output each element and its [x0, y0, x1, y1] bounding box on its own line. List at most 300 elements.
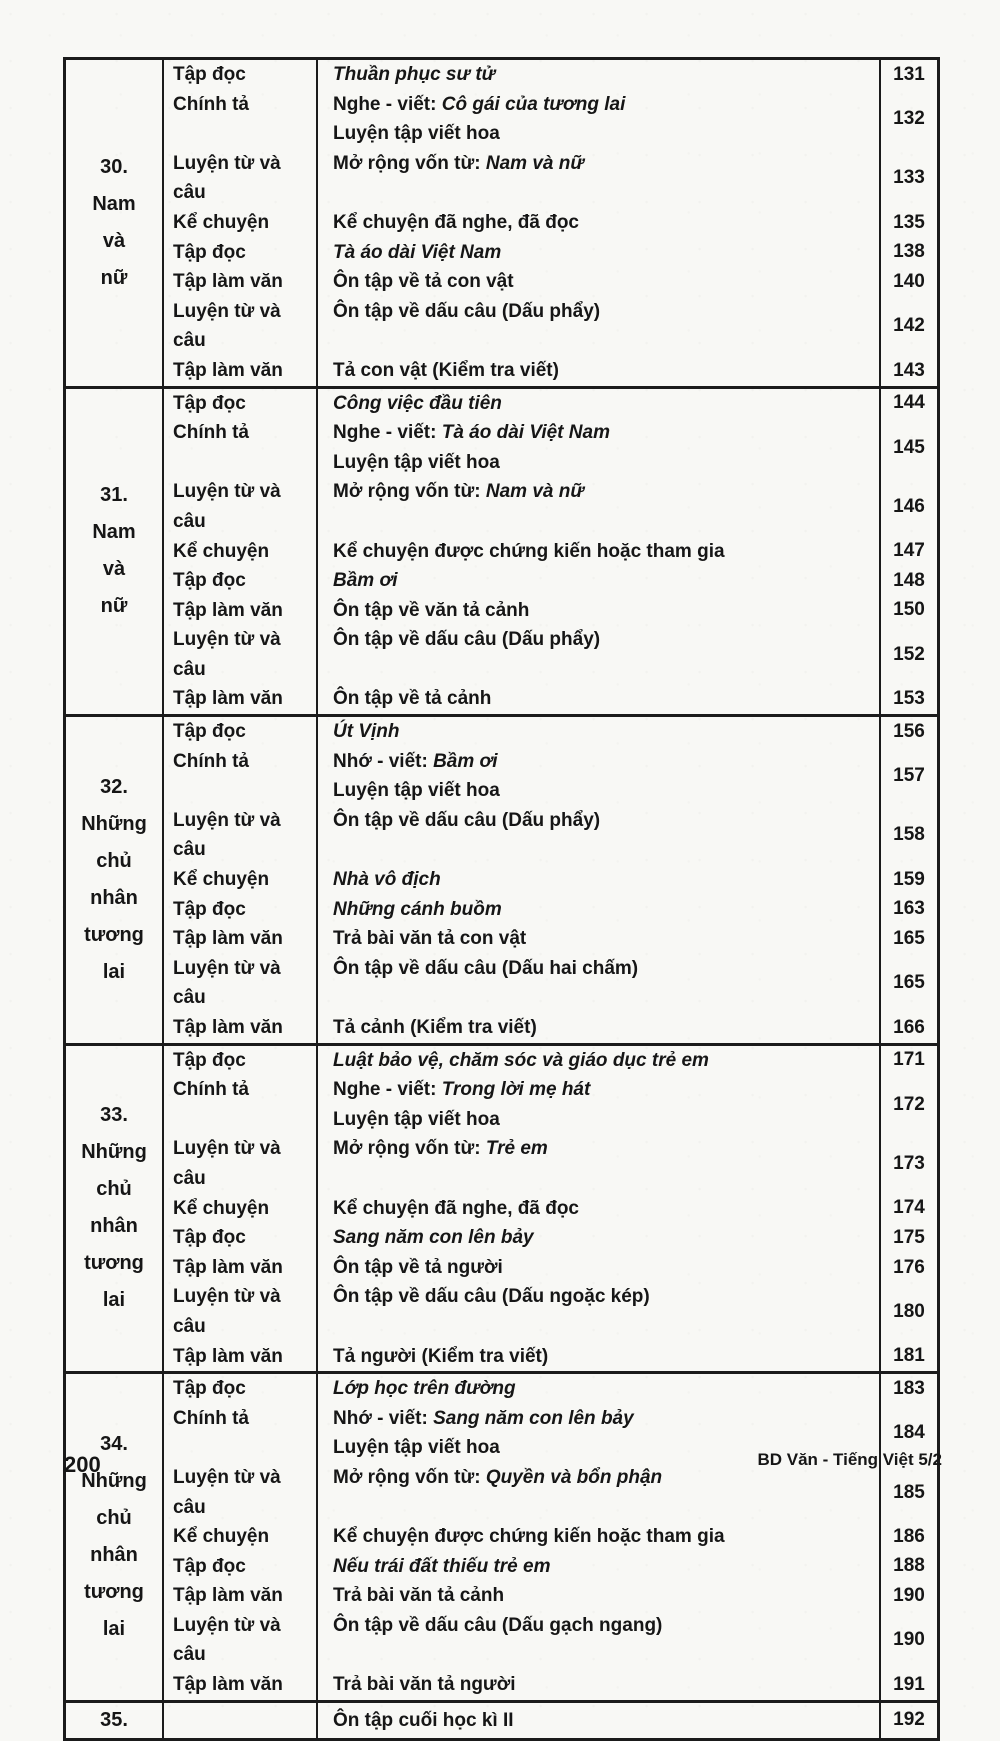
- lesson-title: [316, 1075, 879, 1134]
- week-label-line: nữ: [100, 595, 128, 618]
- lesson-title-segment: Luật bảo vệ, chăm sóc và giáo dục trẻ em: [333, 1049, 709, 1071]
- lesson-title-line: [333, 566, 879, 596]
- week-block: [66, 1703, 937, 1738]
- week-block: [66, 717, 937, 1046]
- lesson-row: [164, 1611, 937, 1670]
- week-label-line: nhân: [90, 886, 138, 909]
- lesson-title-segment: Nghe - viết:: [333, 1079, 442, 1101]
- lesson-row: [164, 1522, 937, 1552]
- lesson-row: [164, 596, 937, 626]
- week-label: [66, 1046, 164, 1372]
- lesson-row: [164, 1223, 937, 1253]
- lesson-title-line: [333, 119, 879, 149]
- week-label: [66, 60, 164, 386]
- lesson-title-line: [333, 208, 879, 238]
- lesson-title-segment: Tả người (Kiểm tra viết): [333, 1345, 549, 1367]
- page-number: 148: [879, 566, 937, 596]
- lesson-title-line: [333, 60, 879, 90]
- lesson-title: [316, 924, 879, 954]
- lesson-title: [316, 865, 879, 895]
- lesson-title-segment: Nghe - viết:: [333, 422, 442, 444]
- lesson-type: Chính tả: [173, 422, 249, 444]
- week-label: [66, 1374, 164, 1700]
- lesson-type: Tập làm văn: [173, 928, 283, 950]
- page-number: 142: [879, 297, 937, 356]
- week-label-line: nhân: [90, 1215, 138, 1238]
- lesson-title-segment: Luyện tập viết hoa: [333, 451, 500, 473]
- page-number: 150: [879, 596, 937, 626]
- lesson-title-line: [333, 1404, 879, 1434]
- lesson-title: [316, 1670, 879, 1700]
- week-rows: [164, 60, 937, 386]
- page-number: 144: [879, 389, 937, 419]
- lesson-title-line: [333, 267, 879, 297]
- lesson-type: Tập làm văn: [173, 1674, 283, 1696]
- week-label-line: tương: [84, 923, 144, 946]
- week-label-line: nhân: [90, 1543, 138, 1566]
- lesson-title-segment: Nhớ - viết:: [333, 1407, 434, 1429]
- lesson-row: [164, 1282, 937, 1341]
- lesson-title-segment: Ôn tập về tả cảnh: [333, 688, 492, 710]
- lesson-title-segment: Nhớ - viết:: [333, 750, 434, 772]
- week-label: [66, 389, 164, 715]
- lesson-title-line: [333, 1194, 879, 1224]
- lesson-type: Tập làm văn: [173, 1585, 283, 1607]
- week-rows: [164, 389, 937, 715]
- contents-table: [63, 57, 940, 1741]
- lesson-title: [316, 297, 879, 356]
- lesson-type: Luyện từ và câu: [173, 1286, 281, 1337]
- lesson-title-segment: Ôn tập về dấu câu (Dấu phẩy): [333, 629, 601, 651]
- lesson-row: [164, 1581, 937, 1611]
- lesson-title-line: [333, 747, 879, 777]
- lesson-title-segment: Nam và nữ: [485, 152, 584, 174]
- lesson-title: [316, 208, 879, 238]
- lesson-title-segment: Những cánh buồm: [333, 898, 502, 920]
- lesson-type: Luyện từ và câu: [173, 809, 281, 861]
- lesson-title-segment: Ôn tập cuối học kì II: [333, 1709, 514, 1731]
- lesson-title-line: [333, 924, 879, 954]
- lesson-title-segment: Kể chuyện được chứng kiến hoặc tham gia: [333, 1526, 725, 1548]
- lesson-title: [316, 566, 879, 596]
- lesson-row: [164, 895, 937, 925]
- page-number: 135: [879, 208, 937, 238]
- lesson-title: [316, 954, 879, 1013]
- lesson-title-segment: Sang năm con lên bảy: [333, 1227, 534, 1249]
- lesson-title-segment: Thuần phục sư tử: [333, 64, 496, 85]
- lesson-type: Chính tả: [173, 93, 249, 115]
- lesson-title-line: [333, 1105, 879, 1135]
- lesson-title-line: [333, 625, 879, 655]
- lesson-row: [164, 297, 937, 356]
- lesson-title-line: [333, 1075, 879, 1105]
- lesson-title: [316, 418, 879, 477]
- lesson-row: [164, 1670, 937, 1700]
- lesson-title-segment: Kể chuyện được chứng kiến hoặc tham gia: [333, 540, 725, 562]
- lesson-title-line: [333, 1282, 879, 1312]
- page-number: 183: [879, 1374, 937, 1404]
- lesson-title-line: [333, 448, 879, 478]
- lesson-title: [316, 149, 879, 208]
- lesson-title-segment: Luyện tập viết hoa: [333, 1108, 500, 1130]
- lesson-row: [164, 865, 937, 895]
- lesson-title-line: [333, 90, 879, 120]
- lesson-row: [164, 625, 937, 684]
- lesson-title-line: [333, 1253, 879, 1283]
- lesson-row: [164, 684, 937, 714]
- lesson-title: [316, 1046, 879, 1076]
- lesson-title: [316, 60, 879, 90]
- lesson-type: Luyện từ và câu: [173, 300, 281, 352]
- page-number: 192: [879, 1703, 937, 1738]
- week-label-line: tương: [84, 1252, 144, 1275]
- lesson-title-segment: Kể chuyện đã nghe, đã đọc: [333, 1197, 579, 1219]
- lesson-title-segment: Luyện tập viết hoa: [333, 123, 500, 145]
- lesson-type: Tập đọc: [173, 1555, 246, 1577]
- lesson-row: [164, 1463, 937, 1522]
- lesson-row: [164, 1046, 937, 1076]
- page-number: 156: [879, 717, 937, 747]
- lesson-type: [164, 1703, 316, 1738]
- lesson-type: Tập đọc: [173, 721, 246, 743]
- lesson-title: [316, 1194, 879, 1224]
- page-number: 185: [879, 1463, 937, 1522]
- lesson-title-line: [333, 418, 879, 448]
- lesson-title-segment: Nhà vô địch: [333, 869, 441, 891]
- lesson-title: [316, 717, 879, 747]
- week-label-line: chủ: [96, 1178, 132, 1201]
- lesson-title-segment: Trả bài văn tả cảnh: [333, 1585, 505, 1607]
- lesson-title: [316, 1253, 879, 1283]
- lesson-title-segment: Ôn tập về dấu câu (Dấu hai chấm): [333, 957, 639, 979]
- lesson-title-segment: Ôn tập về văn tả cảnh: [333, 599, 530, 621]
- lesson-title: [316, 90, 879, 149]
- lesson-type: Tập làm văn: [173, 1256, 283, 1278]
- lesson-type: Tập đọc: [173, 570, 246, 592]
- lesson-type: Luyện từ và câu: [173, 629, 281, 680]
- week-label-line: 35.: [100, 1708, 128, 1731]
- week-label-line: lai: [102, 960, 126, 983]
- lesson-type: Luyện từ và câu: [173, 1614, 281, 1666]
- week-label-line: Những: [81, 812, 147, 835]
- lesson-row: [164, 954, 937, 1013]
- lesson-title-segment: Lớp học trên đường: [333, 1378, 516, 1400]
- lesson-row: [164, 356, 937, 386]
- lesson-title: [316, 1581, 879, 1611]
- lesson-type: Tập làm văn: [173, 1345, 283, 1367]
- week-label-line: chủ: [96, 849, 132, 872]
- page-number: 153: [879, 684, 937, 714]
- lesson-title-segment: Luyện tập viết hoa: [333, 780, 500, 802]
- lesson-row: [164, 537, 937, 567]
- page-number: 132: [879, 90, 937, 149]
- lesson-title-line: [333, 1223, 879, 1253]
- week-rows: [164, 1703, 937, 1738]
- lesson-row: [164, 1342, 937, 1372]
- lesson-row: [164, 389, 937, 419]
- lesson-title-segment: Mở rộng vốn từ:: [333, 152, 486, 174]
- week-rows: [164, 1374, 937, 1700]
- lesson-row: [164, 747, 937, 806]
- lesson-title-segment: Nghe - viết:: [333, 93, 442, 115]
- week-label-line: lai: [102, 1289, 126, 1312]
- lesson-row: [164, 90, 937, 149]
- page-number: 159: [879, 865, 937, 895]
- week-label-line: 30.: [100, 155, 128, 178]
- lesson-title-line: [333, 537, 879, 567]
- lesson-title-line: [333, 238, 879, 268]
- lesson-row: [164, 566, 937, 596]
- lesson-type: Chính tả: [173, 1079, 249, 1101]
- lesson-title-segment: Sang năm con lên bảy: [433, 1407, 634, 1429]
- lesson-row: [164, 1703, 937, 1738]
- lesson-row: [164, 267, 937, 297]
- lesson-row: [164, 1374, 937, 1404]
- page-number: 186: [879, 1522, 937, 1552]
- lesson-title: [316, 267, 879, 297]
- lesson-title-line: [333, 1670, 879, 1700]
- lesson-title-line: [333, 806, 879, 836]
- page-number: 145: [879, 418, 937, 477]
- page-number: 131: [879, 60, 937, 90]
- lesson-title: [316, 1374, 879, 1404]
- lesson-title-line: [333, 389, 879, 419]
- lesson-type: Kể chuyện: [173, 211, 270, 233]
- week-label-line: chủ: [96, 1506, 132, 1529]
- page-number: 181: [879, 1342, 937, 1372]
- lesson-type: Tập làm văn: [173, 359, 283, 381]
- lesson-title-segment: Công việc đầu tiên: [333, 392, 502, 414]
- page-number: 157: [879, 747, 937, 806]
- lesson-title-segment: Kể chuyện đã nghe, đã đọc: [333, 211, 579, 233]
- lesson-title-line: [333, 1342, 879, 1372]
- page-number: 190: [879, 1611, 937, 1670]
- lesson-title: [316, 747, 879, 806]
- lesson-title-line: [333, 1552, 879, 1582]
- lesson-title-segment: Trả bài văn tả người: [333, 1674, 516, 1696]
- lesson-title-line: [333, 717, 879, 747]
- lesson-title-segment: Ôn tập về tả người: [333, 1256, 503, 1278]
- lesson-title-segment: Mở rộng vốn từ:: [333, 1138, 486, 1160]
- lesson-title: [316, 1282, 879, 1341]
- week-label-line: 32.: [100, 775, 128, 798]
- lesson-title: [316, 625, 879, 684]
- lesson-title-segment: Trả bài văn tả con vật: [333, 928, 527, 950]
- lesson-type: Tập đọc: [173, 1049, 246, 1071]
- lesson-type: Kể chuyện: [173, 1526, 270, 1548]
- lesson-title: [316, 238, 879, 268]
- footer-book-reference: BD Văn - Tiếng Việt 5/2: [757, 1450, 942, 1469]
- lesson-title-segment: Bầm ơi: [433, 750, 498, 772]
- lesson-type: Luyện từ và câu: [173, 1466, 281, 1518]
- lesson-type: Chính tả: [173, 1407, 249, 1429]
- lesson-title: [316, 477, 879, 536]
- lesson-title: [316, 537, 879, 567]
- lesson-title: [316, 806, 879, 865]
- lesson-type: Tập làm văn: [173, 688, 283, 710]
- lesson-title-line: [333, 1134, 879, 1164]
- lesson-title-line: [333, 684, 879, 714]
- lesson-title-segment: Luyện tập viết hoa: [333, 1437, 500, 1459]
- page-number: 184: [879, 1404, 937, 1463]
- lesson-row: [164, 717, 937, 747]
- footer-page-number: 200: [64, 1452, 101, 1477]
- week-block: [66, 1046, 937, 1375]
- lesson-title-line: [333, 297, 879, 327]
- lesson-type: Tập làm văn: [173, 1017, 283, 1038]
- lesson-title-segment: Nam và nữ: [485, 481, 584, 503]
- lesson-type: Tập đọc: [173, 1378, 246, 1400]
- lesson-title-line: [333, 1581, 879, 1611]
- week-label-line: và: [102, 558, 126, 581]
- page-number: 175: [879, 1223, 937, 1253]
- page-number: 158: [879, 806, 937, 865]
- lesson-title-segment: Cô gái của tương lai: [441, 93, 626, 115]
- lesson-title: [316, 356, 879, 386]
- page-number: 133: [879, 149, 937, 208]
- lesson-type: Kể chuyện: [173, 1197, 270, 1219]
- page-number: 180: [879, 1282, 937, 1341]
- lesson-row: [164, 1552, 937, 1582]
- lesson-title-segment: Mở rộng vốn từ:: [333, 481, 486, 503]
- lesson-title-segment: Tà áo dài Việt Nam: [333, 241, 502, 263]
- week-label-line: 34.: [100, 1432, 128, 1455]
- lesson-type: Tập đọc: [173, 241, 246, 263]
- lesson-title-segment: Trong lời mẹ hát: [441, 1079, 591, 1101]
- week-label-line: Nam: [92, 192, 136, 215]
- lesson-row: [164, 1134, 937, 1193]
- page-number: 190: [879, 1581, 937, 1611]
- lesson-title-line: [333, 1522, 879, 1552]
- lesson-title-segment: Tà áo dài Việt Nam: [441, 422, 610, 444]
- lesson-title-line: [333, 954, 879, 984]
- lesson-title-segment: Tả cảnh (Kiểm tra viết): [333, 1017, 537, 1038]
- week-label-line: 31.: [100, 484, 128, 507]
- lesson-title: [316, 1611, 879, 1670]
- lesson-title-line: [333, 356, 879, 386]
- lesson-row: [164, 208, 937, 238]
- lesson-title-line: [333, 776, 879, 806]
- lesson-type: Tập đọc: [173, 64, 246, 85]
- lesson-title-line: [333, 477, 879, 507]
- lesson-title: [316, 1134, 879, 1193]
- lesson-title: [316, 1703, 879, 1738]
- page-number: 176: [879, 1253, 937, 1283]
- week-label-line: và: [102, 229, 126, 252]
- week-label: [66, 717, 164, 1043]
- week-rows: [164, 717, 937, 1043]
- lesson-row: [164, 1253, 937, 1283]
- lesson-row: [164, 806, 937, 865]
- lesson-row: [164, 149, 937, 208]
- lesson-title-line: [333, 1611, 879, 1641]
- lesson-title-segment: Ôn tập về dấu câu (Dấu ngoặc kép): [333, 1286, 650, 1308]
- page-number: 173: [879, 1134, 937, 1193]
- lesson-type: Chính tả: [173, 750, 249, 772]
- lesson-title-segment: Nếu trái đất thiếu trẻ em: [333, 1555, 551, 1577]
- lesson-type: Tập đọc: [173, 392, 246, 414]
- week-label-line: nữ: [100, 266, 128, 289]
- week-label-line: Những: [81, 1469, 147, 1492]
- lesson-row: [164, 1075, 937, 1134]
- lesson-row: [164, 924, 937, 954]
- lesson-title-segment: Mở rộng vốn từ:: [333, 1466, 486, 1488]
- lesson-title-segment: Ôn tập về dấu câu (Dấu phẩy): [333, 300, 601, 322]
- page-number: 140: [879, 267, 937, 297]
- lesson-row: [164, 60, 937, 90]
- week-label-line: lai: [102, 1617, 126, 1640]
- lesson-row: [164, 238, 937, 268]
- lesson-row: [164, 418, 937, 477]
- week-label: [66, 1703, 164, 1738]
- lesson-title-segment: Quyền và bổn phận: [485, 1466, 663, 1488]
- lesson-title: [316, 1552, 879, 1582]
- lesson-title: [316, 895, 879, 925]
- lesson-title: [316, 1463, 879, 1522]
- page-number: 147: [879, 537, 937, 567]
- lesson-title: [316, 1522, 879, 1552]
- lesson-type: Luyện từ và câu: [173, 152, 281, 204]
- lesson-title: [316, 596, 879, 626]
- lesson-title-segment: Út Vịnh: [333, 721, 400, 743]
- week-label-line: tương: [84, 1580, 144, 1603]
- lesson-title-segment: Ôn tập về dấu câu (Dấu phẩy): [333, 809, 601, 831]
- lesson-title-line: [333, 149, 879, 179]
- lesson-row: [164, 1013, 937, 1043]
- week-label-line: Nam: [92, 521, 136, 544]
- week-rows: [164, 1046, 937, 1372]
- page-number: 171: [879, 1046, 937, 1076]
- lesson-type: Tập làm văn: [173, 271, 283, 293]
- lesson-title: [316, 389, 879, 419]
- lesson-title-segment: Ôn tập về tả con vật: [333, 271, 514, 293]
- lesson-type: Luyện từ và câu: [173, 481, 281, 532]
- lesson-type: Luyện từ và câu: [173, 957, 281, 1009]
- lesson-type: Kể chuyện: [173, 540, 270, 562]
- page-number: 165: [879, 954, 937, 1013]
- lesson-row: [164, 1194, 937, 1224]
- lesson-title-segment: Trẻ em: [485, 1138, 548, 1160]
- page-number: 143: [879, 356, 937, 386]
- lesson-type: Luyện từ và câu: [173, 1138, 281, 1189]
- week-label-line: 33.: [100, 1104, 128, 1127]
- lesson-title-segment: Tả con vật (Kiểm tra viết): [333, 359, 559, 381]
- week-block: [66, 60, 937, 389]
- lesson-title-line: [333, 895, 879, 925]
- page-number: 191: [879, 1670, 937, 1700]
- week-label-line: Những: [81, 1141, 147, 1164]
- lesson-title-segment: Ôn tập về dấu câu (Dấu gạch ngang): [333, 1614, 663, 1636]
- page-number: 174: [879, 1194, 937, 1224]
- lesson-title: [316, 1342, 879, 1372]
- lesson-title-line: [333, 865, 879, 895]
- lesson-title-line: [333, 1374, 879, 1404]
- lesson-title-line: [333, 596, 879, 626]
- lesson-title-line: [333, 1046, 879, 1076]
- lesson-type: Tập làm văn: [173, 599, 283, 621]
- lesson-type: Kể chuyện: [173, 869, 270, 891]
- page-number: 165: [879, 924, 937, 954]
- lesson-title: [316, 684, 879, 714]
- lesson-type: Tập đọc: [173, 898, 246, 920]
- page-number: 188: [879, 1552, 937, 1582]
- week-block: [66, 389, 937, 718]
- lesson-title-line: [333, 1013, 879, 1043]
- lesson-type: Tập đọc: [173, 1227, 246, 1249]
- page-number: 146: [879, 477, 937, 536]
- lesson-title: [316, 1013, 879, 1043]
- lesson-title: [316, 1223, 879, 1253]
